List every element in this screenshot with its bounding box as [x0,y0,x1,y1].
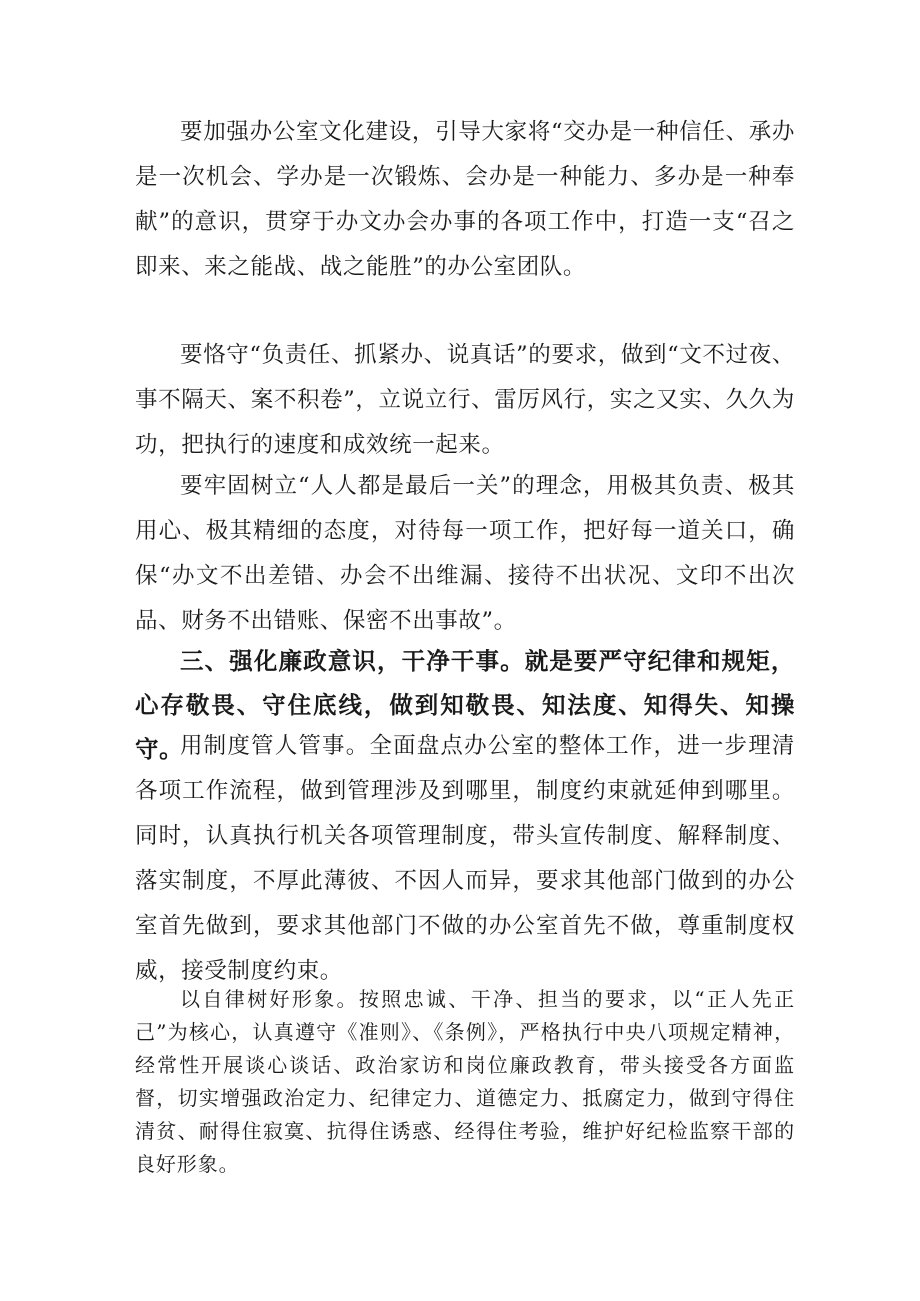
section-heading-integrity: 三、强化廉政意识，干净干事。就是要严守纪律和规矩，心存敬畏、守住底线，做到知敬畏、知法度、知得失、知操守。 [135,647,795,763]
paragraph-office-culture: 要加强办公室文化建设，引导大家将“交办是一种信任、承办是一次机会、学办是一次锻炼、会办是一种能力、多办是一种奉献”的意识，贯穿于办文办会办事的各项工作中，打造一支“召之即来、来之能战、战之能胜”的办公室团队。 [135,119,795,280]
paragraph-institutions: 用制度管人管事。全面盘点办公室的整体工作，进一步理清各项工作流程，做到管理涉及到哪里，制度约束就延伸到哪里。同时，认真执行机关各项管理制度，带头宣传制度、解释制度、落实制度，不厚此薄彼、不因人而异，要求其他部门做到的办公室首先做到，要求其他部门不做的办公室首先不做，尊重制度权威，接受制度约束。 [135,733,795,984]
paragraph-self-discipline: 以自律树好形象。按照忠诚、干净、担当的要求，以“正人先正己”为核心，认真遵守《准则》、《条例》，严格执行中央八项规定精神，经常性开展谈心谈话、政治家访和岗位廉政教育，带头接受各方面监督，切实增强政治定力、纪律定力、道德定力、抵腐定力，做到守得住清贫、耐得住寂寞、抗得住诱惑、经得住考验，维护好纪检监察干部的良好形象。 [135,987,795,1176]
paragraph-last-checkpoint: 要牢固树立“人人都是最后一关”的理念，用极其负责、极其用心、极其精细的态度，对待每一项工作，把好每一道关口，确保“办文不出差错、办会不出维漏、接待不出状况、文印不出次品、财务不出错账、保密不出事故”。 [135,473,795,634]
paragraph-responsibility: 要恪守“负责任、抓紧办、说真话”的要求，做到“文不过夜、事不隔天、案不积卷”，立说立行、雷厉风行，实之又实、久久为功，把执行的速度和成效统一起来。 [135,342,795,458]
